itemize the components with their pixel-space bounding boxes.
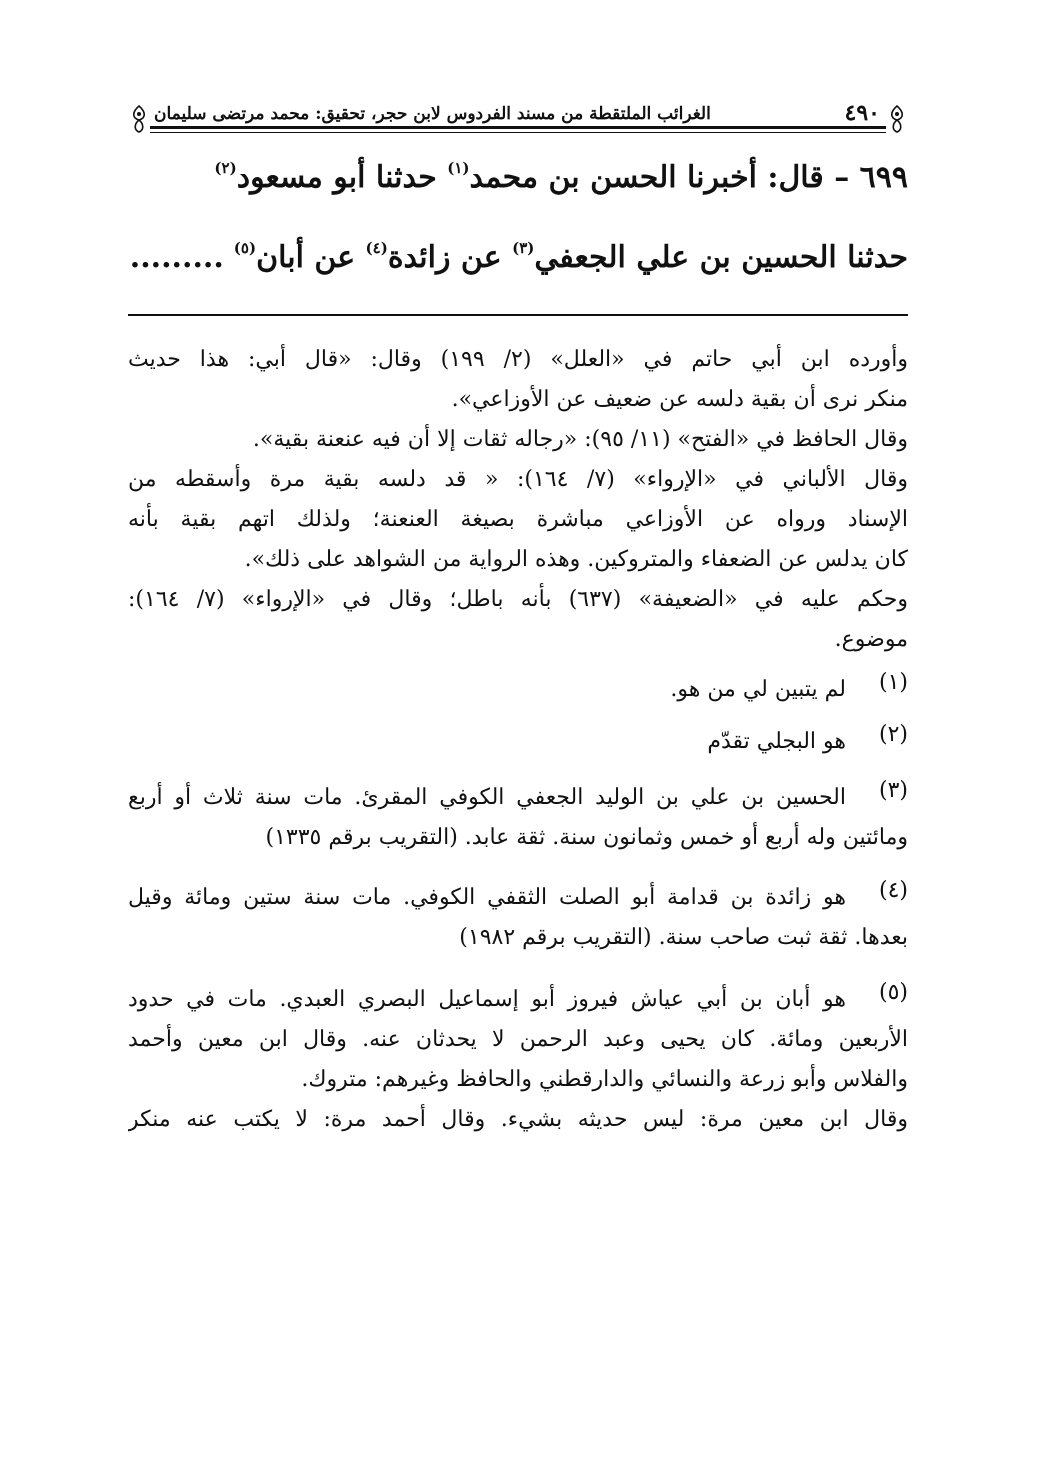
hadith-text: عن أبان bbox=[256, 240, 366, 275]
note-line: موضوع. bbox=[834, 627, 908, 652]
footnote-ref-2[interactable]: (٢) bbox=[214, 159, 237, 177]
running-header bbox=[128, 96, 908, 140]
footnote-2 bbox=[128, 722, 908, 762]
footnote-ref-3[interactable]: (٣) bbox=[512, 239, 535, 257]
footnote-ref-5[interactable]: (٥) bbox=[233, 239, 257, 257]
hadith-line-1 bbox=[128, 160, 908, 195]
hadith-text: عن زائدة bbox=[387, 240, 513, 275]
note-line: وقال الألباني في «الإرواء» (٧/ ١٦٤): « قد دلسه بقية مرة وأسقطه من bbox=[128, 467, 908, 492]
page-number: ٤٩٠ bbox=[839, 100, 886, 126]
footnote-line: ومائتين وله أربع أو خمس وثمانون سنة. ثقة عابد. (التقريب برقم ١٣٣٥) bbox=[265, 825, 908, 850]
ellipsis-dots: ......... bbox=[129, 240, 224, 275]
hadith-text: ٦٩٩ – قال: أخبرنا الحسن بن محمد bbox=[469, 160, 908, 195]
footnote-separator bbox=[128, 314, 908, 316]
footnote-line: وقال ابن معين مرة: ليس حديثه بشيء. وقال أحمد مرة: لا يكتب عنه منكر bbox=[128, 1107, 908, 1132]
note-line: منكر نرى أن بقية دلسه عن ضعيف عن الأوزاعي». bbox=[451, 387, 908, 412]
hadith-text: حدثنا أبو مسعود bbox=[236, 160, 448, 195]
header-ornament-left-icon bbox=[128, 104, 150, 134]
footnote-number: (٥) bbox=[878, 980, 908, 1005]
footnote-4 bbox=[128, 878, 908, 958]
footnote-line: هو زائدة بن قدامة أبو الصلت الثقفي الكوفي. مات سنة ستين ومائة وقيل bbox=[128, 885, 846, 910]
hadith-line-2 bbox=[128, 240, 908, 275]
footnote-5 bbox=[128, 980, 908, 1140]
footnote-ref-4[interactable]: (٤) bbox=[365, 239, 388, 257]
note-line: كان يدلس عن الضعفاء والمتروكين. وهذه الرواية من الشواهد على ذلك». bbox=[244, 547, 908, 572]
footnote-1 bbox=[128, 670, 908, 710]
running-title: الغرائب الملتقطة من مسند الفردوس لابن حجر، تحقيق: محمد مرتضى سليمان bbox=[150, 104, 838, 124]
header-rule-thin bbox=[150, 132, 886, 133]
footnote-line: الأربعين ومائة. كان يحيى وعبد الرحمن لا يحدثان عنه. وقال ابن معين وأحمد bbox=[128, 1027, 908, 1052]
footnote-number: (٣) bbox=[878, 778, 908, 803]
hadith-text: حدثنا الحسين بن علي الجعفي bbox=[534, 240, 908, 275]
header-rule bbox=[150, 126, 886, 129]
footnote-ref-1[interactable]: (١) bbox=[447, 159, 470, 177]
footnote-line: الحسين بن علي بن الوليد الجعفي الكوفي المقرئ. مات سنة ثلاث أو أربع bbox=[128, 785, 846, 810]
footnote-line: بعدها. ثقة ثبت صاحب سنة. (التقريب برقم ١٩٨٢) bbox=[459, 925, 908, 950]
footnote-number: (١) bbox=[878, 670, 908, 695]
note-line: الإسناد ورواه عن الأوزاعي مباشرة بصيغة العنعنة؛ ولذلك اتهم بقية بأنه bbox=[128, 507, 908, 532]
footnote-number: (٤) bbox=[878, 878, 908, 903]
footnote-number: (٢) bbox=[878, 722, 908, 747]
note-line: وحكم عليه في «الضعيفة» (٦٣٧) بأنه باطل؛ وقال في «الإرواء» (٧/ ١٦٤): bbox=[128, 587, 908, 612]
note-line: وأورده ابن أبي حاتم في «العلل» (٢/ ١٩٩) وقال: «قال أبي: هذا حديث bbox=[128, 347, 908, 372]
note-line: وقال الحافظ في «الفتح» (١١/ ٩٥): «رجاله ثقات إلا أن فيه عنعنة بقية». bbox=[252, 427, 908, 452]
footnote-line: هو أبان بن أبي عياش فيروز أبو إسماعيل البصري العبدي. مات في حدود bbox=[128, 987, 846, 1012]
footnote-line: هو البجلي تقدّم bbox=[707, 729, 846, 754]
header-ornament-right-icon bbox=[886, 104, 908, 134]
commentary-notes bbox=[128, 340, 908, 660]
footnote-line: والفلاس وأبو زرعة والنسائي والدارقطني والحافظ وغيرهم: متروك. bbox=[301, 1067, 908, 1092]
footnote-3 bbox=[128, 778, 908, 858]
footnote-line: لم يتبين لي من هو. bbox=[670, 677, 846, 702]
